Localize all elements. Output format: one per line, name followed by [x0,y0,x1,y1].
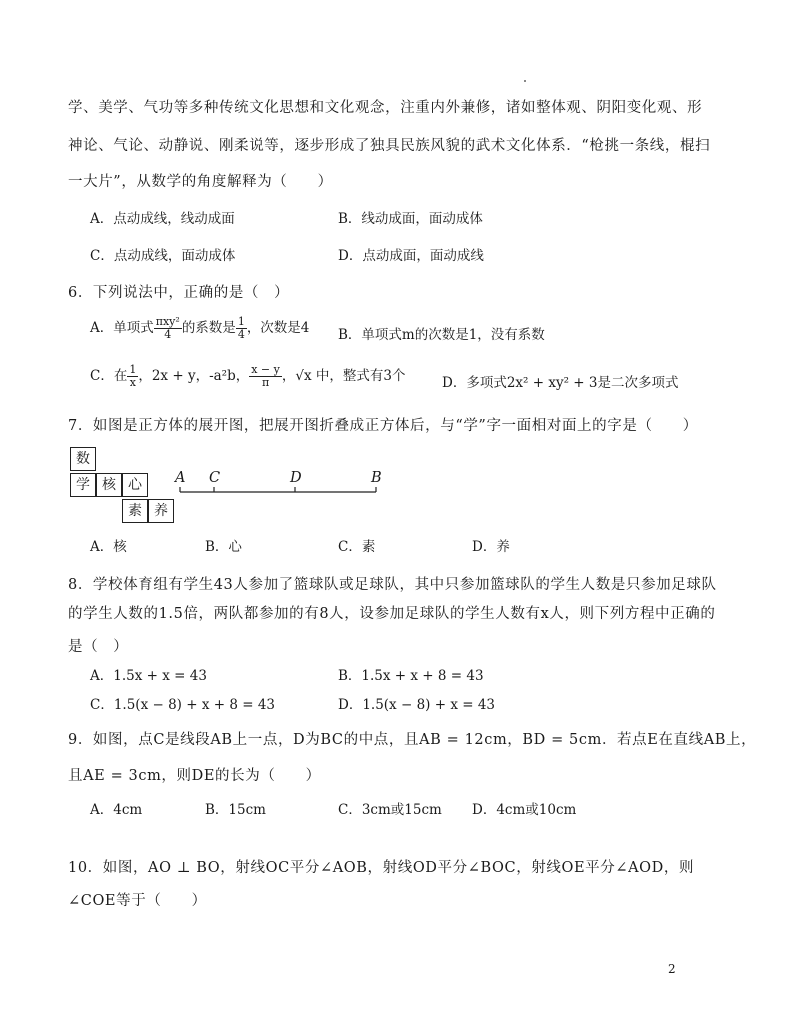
q6-c-prefix: C．在 [90,368,128,384]
q5-option-a: A．点动成线，线动成面 [90,211,235,227]
q9-line-1: 9．如图，点C是线段AB上一点，D为BC的中点，且AB = 12cm，BD = 5cm．若点E在直线AB上， [68,732,757,748]
segment-label-c: C [209,470,221,486]
q5-option-b: B．线动成面，面动成体 [338,211,483,227]
q8-option-d: D．1.5(x − 8) + x = 43 [338,697,496,713]
q6-a-suffix: ，次数是4 [246,320,310,336]
q6-a-frac-den: 4 [164,328,172,341]
segment-label-b: B [371,470,382,486]
q8-option-c: C．1.5(x − 8) + x + 8 = 43 [90,697,275,713]
q6-a-frac2-num: 1 [237,315,245,328]
q7-option-d: D．养 [472,539,510,555]
paragraph-line-2: 神论、气论、动静说、刚柔说等，逐步形成了独具民族风貌的武术文化体系．“枪挑一条线，棍扫 [68,138,711,154]
q6-c-suffix: ，√x 中，整式有3个 [281,368,406,384]
page-number: 2 [668,962,676,976]
q6-option-a [90,316,309,341]
segment-diagram [170,470,390,500]
q6-a-fraction-2 [236,316,247,341]
q8-line-3: 是（ ） [68,639,129,655]
cube-net-cell: 核 [96,473,122,497]
paragraph-line-3: 一大片”，从数学的角度解释为（ ） [68,174,333,190]
q6-option-d: D．多项式2x² + xy² + 3是二次多项式 [442,375,679,391]
scan-dot [524,80,526,82]
cube-net-cell: 学 [70,473,96,497]
segment-label-a: A [175,470,186,486]
q10-line-1: 10．如图，AO ⊥ BO，射线OC平分∠AOB，射线OD平分∠BOC，射线OE平分∠AOD，则 [68,860,695,876]
q6-a-frac2-den: 4 [237,328,245,341]
q9-option-a: A．4cm [90,802,143,818]
segment-label-d: D [290,470,302,486]
cube-net-cell: 素 [122,499,148,523]
q8-line-1: 8．学校体育组有学生43人参加了篮球队或足球队，其中只参加篮球队的学生人数是只参加足球队 [68,577,717,593]
q8-option-a: A．1.5x + x = 43 [90,668,207,684]
q6-c-frac-num: 1 [129,363,137,376]
cube-net-cell: 养 [148,499,174,523]
q9-option-d: D．4cm或10cm [472,802,577,818]
q7-option-a: A．核 [90,539,127,555]
q9-option-b: B．15cm [205,802,266,818]
q5-option-c: C．点动成线，面动成体 [90,248,236,264]
cube-net-cell: 数 [70,447,96,471]
q6-a-frac-num: πxy² [155,315,180,328]
q6-option-c [90,364,405,389]
paragraph-line-1: 学、美学、气功等多种传统文化思想和文化观念，注重内外兼修，诸如整体观、阴阳变化观、形 [68,100,703,116]
q5-option-d: D．点动成面，面动成线 [338,248,484,264]
q6-a-prefix: A．单项式 [90,320,154,336]
cube-net-cell: 心 [122,473,148,497]
q6-c-frac2-num: x − y [251,363,280,376]
q6-c-frac-den: x [129,376,136,389]
q7-option-b: B．心 [205,539,242,555]
q6-a-mid: 的系数是 [181,320,236,336]
q6-a-fraction [154,316,182,341]
q6-stem: 6．下列说法中，正确的是（ ） [68,285,290,301]
q7-stem: 7．如图是正方体的展开图，把展开图折叠成正方体后，与“学”字一面相对面上的字是（ ） [68,418,698,434]
q8-option-b: B．1.5x + x + 8 = 43 [338,668,484,684]
q9-line-2: 且AE = 3cm，则DE的长为（ ） [68,768,321,784]
q6-c-mid: ，2x + y，-a²b， [138,368,250,384]
q6-c-frac2-den: π [261,376,270,389]
q6-c-fraction-2 [249,364,282,389]
q8-line-2: 的学生人数的1.5倍，两队都参加的有8人，设参加足球队的学生人数有x人，则下列方程中正确的 [68,606,716,622]
q10-line-2: ∠COE等于（ ） [68,893,207,909]
q6-c-fraction [127,364,138,389]
q9-option-c: C．3cm或15cm [338,802,442,818]
q6-option-b: B．单项式m的次数是1，没有系数 [338,327,545,343]
q7-option-c: C．素 [338,539,376,555]
